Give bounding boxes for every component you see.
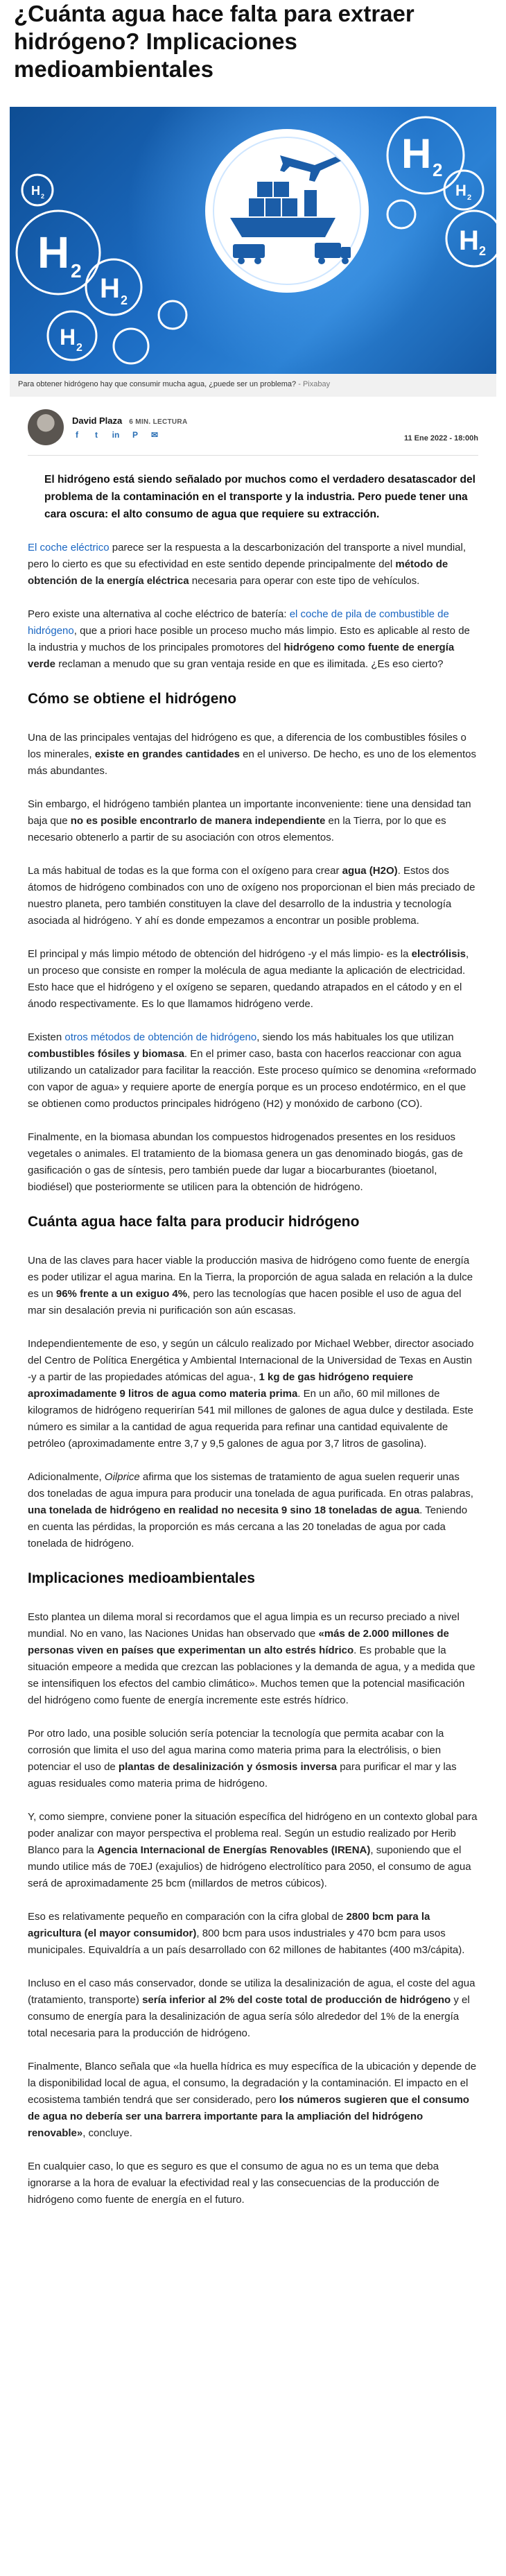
pinterest-icon[interactable]: P (132, 429, 138, 440)
paragraph: Por otro lado, una posible solución sería potenciar la tecnología que permita acabar con la corrosión que limita el uso del agua marina como materia prima para la electrólisis, o bien potenciar el uso de plantas de desalinización y ósmosis inversa para purificar el mar y las aguas residuales como materia prima de hidrógeno. (28, 1728, 457, 1789)
svg-text:2: 2 (479, 244, 487, 258)
svg-text:2: 2 (121, 293, 128, 307)
author-byline (28, 409, 478, 445)
svg-text:H: H (455, 182, 466, 199)
paragraph: Finalmente, en la biomasa abundan los compuestos hidrogenados presentes en los residuos vegetales o animales. El tratamiento de la biomasa genera un gas denominado biogás, gas de gasificación o gas de síntesis, pero también puede dar lugar a biocarburantes (bioetanol, biodiésel) que posteriormente se utilicen para la obtención de hidrógeno. (28, 1131, 463, 1193)
paragraph: Una de las claves para hacer viable la producción masiva de hidrógeno como fuente de energía es poder utilizar el agua marina. En la Tierra, la proporción de agua salada en relación a la dulce es un 96% frente a un exiguo 4%, pero las tecnologías que hacen posible el uso de agua del mar sin desalación previa ni purificación son aún escasas. (28, 1255, 473, 1316)
twitter-icon[interactable]: t (95, 429, 98, 440)
paragraph: Adicionalmente, Oilprice afirma que los sistemas de tratamiento de agua suelen requerir unas dos toneladas de agua impura para producir una tonelada de agua purificada. En otras palabras, una tonelada de hidrógeno en realidad no necesita 9 sino 18 toneladas de agua. Teniendo en cuenta las pérdidas, la proporción es más cercana a las 20 toneladas de agua por cada tonelada de hidrógeno. (28, 1471, 473, 1549)
svg-text:H: H (401, 130, 432, 177)
paragraph: Y, como siempre, conviene poner la situación específica del hidrógeno en un contexto global para poder analizar con mayor perspectiva el problema real. Según un estudio realizado por Herib Blanco para la Agencia Internacional de Energías Renovables (IRENA), suponiendo que el mundo utilice más de 70EJ (exajulios) de hidrógeno electrolítico para 2050, el consumo de agua será de aproximadamente 25 bcm (millardos de metros cúbicos). (28, 1811, 478, 1889)
paragraph: Pero existe una alternativa al coche eléctrico de batería: el coche de pila de combustible de hidrógeno, que a priori hace posible un proceso mucho más limpio. Esto es aplicable al resto de la industria y muchos de los principales promotores del hidrógeno como fuente de energía verde reclaman a menudo que su gran ventaja reside en que es ilimitada. ¿Es eso cierto? (28, 608, 470, 670)
link-otros-metodos[interactable]: otros métodos de obtención de hidrógeno (64, 1031, 257, 1043)
paragraph: Sin embargo, el hidrógeno también plantea un importante inconveniente: tiene una densidad tan baja que no es posible encontrarlo de manera independiente en la Tierra, por lo que es necesario obtenerlo a partir de su asociación con otros elementos. (28, 798, 471, 843)
paragraph: El coche eléctrico parece ser la respuesta a la descarbonización del transporte a nivel mundial, pero lo cierto es que su efectividad en este sentido depende principalmente del método de obtención de la energía eléctrica necesaria para operar con este tipo de vehículos. (28, 542, 466, 587)
divider (28, 455, 478, 456)
article-headline: ¿Cuánta agua hace falta para extraer hidrógeno? Implicaciones medioambientales (14, 1, 415, 82)
paragraph: Esto plantea un dilema moral si recordamos que el agua limpia es un recurso preciado a nivel mundial. No en vano, las Naciones Unidas han observado que «más de 2.000 millones de personas viven en países que experimentan un alto estrés hídrico. Es probable que la situación empeore a medida que crezcan las poblaciones y la demanda de agua, y a medida que se intensifiquen los efectos del cambio climático». Muchos temen que la potencial masificación del hidrógeno como fuente de energía incremente este estrés hídrico. (28, 1611, 476, 1706)
svg-text:H: H (459, 225, 479, 256)
svg-text:2: 2 (41, 193, 45, 200)
svg-text:H: H (60, 325, 76, 350)
image-caption (10, 374, 496, 397)
email-icon[interactable]: ✉ (150, 429, 159, 440)
section-heading: Implicaciones medioambientales (28, 1570, 255, 1586)
svg-text:2: 2 (467, 194, 472, 202)
linkedin-icon[interactable]: in (112, 429, 120, 440)
paragraph: En cualquier caso, lo que es seguro es que el consumo de agua no es un tema que deba ignorarse a la hora de evaluar la efectividad real y las consecuencias de la producción de hidrógeno como fuente de energía en el futuro. (28, 2161, 439, 2206)
svg-text:2: 2 (433, 160, 443, 180)
paragraph: La más habitual de todas es la que forma con el oxígeno para crear agua (H2O). Estos dos átomos de hidrógeno combinados con uno de oxígeno nos proporcionan el bien más preciado de nuestro planeta, pero también constituyen la clave del desarrollo de la industria y tecnología asociada al hidrógeno. Y ahí es donde empezamos a encontrar un posible problema. (28, 865, 476, 927)
svg-text:2: 2 (71, 260, 82, 282)
author-name[interactable]: David Plaza (72, 415, 123, 426)
hero-image (10, 107, 496, 374)
author-line (72, 415, 404, 426)
section-heading: Cuánta agua hace falta para producir hidrógeno (28, 1214, 360, 1230)
caption-text: Para obtener hidrógeno hay que consumir mucha agua, ¿puede ser un problema? (18, 380, 297, 388)
svg-text:H: H (100, 273, 120, 304)
paragraph: El principal y más limpio método de obtención del hidrógeno -y el más limpio- es la electrólisis, un proceso que consiste en romper la molécula de agua mediante la aplicación de electricidad. Esto hace que el hidrógeno y el oxígeno se separen, quedando atrapados en el cátodo y en el ánodo respectivamente. Es lo que llamamos hidrógeno verde. (28, 948, 469, 1010)
link-coche-pila-combustible[interactable]: el coche de pila de combustible de hidrógeno (28, 608, 449, 637)
publish-date: 11 Ene 2022 - 18:00h (403, 434, 478, 443)
paragraph: Finalmente, Blanco señala que «la huella hídrica es muy específica de la ubicación y depende de la disponibilidad local de agua, el consumo, la degradación y la contaminación. El impacto en el ecosistema también tendrá que ser considerado, pero los números sugieren que el consumo de agua no debería ser una barrera importante para la ampliación del hidrógeno renovable», concluye. (28, 2061, 477, 2139)
caption-credit: - Pixabay (298, 380, 331, 388)
article-lead: El hidrógeno está siendo señalado por muchos como el verdadero desatascador del problema de la contaminación en el transporte y la industria. Pero puede tener una cara oscura: el alto consumo de agua que requiere su extracción. (44, 474, 476, 520)
transport-circle (205, 129, 369, 293)
avatar[interactable] (28, 409, 64, 445)
svg-text:H: H (31, 184, 40, 198)
facebook-icon[interactable]: f (76, 429, 78, 440)
paragraph: Existen otros métodos de obtención de hidrógeno, siendo los más habituales los que utilizan combustibles fósiles y biomasa. En el primer caso, basta con hacerlos reaccionar con agua utilizando un catalizador para facilitar la reacción. Este proceso químico se denomina «reformado con vapor de agua» y requiere aporte de energía porque es un proceso endotérmico, en el que se obtienen como productos principales hidrógeno (H2) y monóxido de carbono (CO). (28, 1031, 477, 1110)
section-heading: Cómo se obtiene el hidrógeno (28, 691, 237, 707)
author-block (72, 415, 404, 440)
article-body (0, 540, 506, 2208)
paragraph: Eso es relativamente pequeño en comparación con la cifra global de 2800 bcm para la agricultura (el mayor consumidor), 800 bcm para usos industriales y 470 bcm para usos municipales. Equivaldría a un país desarrollado con 62 millones de habitantes (400 m3/cápita). (28, 1911, 465, 1956)
paragraph: Una de las principales ventajas del hidrógeno es que, a diferencia de los combustibles fósiles o los minerales, existe en grandes cantidades en el universo. De hecho, es uno de los elementos más abundantes. (28, 732, 477, 777)
read-time: 6 MIN. LECTURA (129, 418, 188, 426)
paragraph: Independientemente de eso, y según un cálculo realizado por Michael Webber, director asociado del Centro de Política Energética y Ambiental Internacional de la Universidad de Texas en Austin -y a partir de las propiedades atómicas del agua-, 1 kg de gas hidrógeno requiere aproximadamente 9 litros de agua como materia prima. En un año, 60 mil millones de kilogramos de hidrógeno requerirían 541 mil millones de galones de agua dulce y destilada. Este número es similar a la cantidad de agua requerida para refinar una cantidad equivalente de petróleo (aproximadamente entre 3,7 y 9,5 galones de agua por 3,7 litros de gasolina). (28, 1338, 474, 1450)
svg-text:2: 2 (76, 342, 82, 354)
social-share-bar (72, 430, 404, 440)
hydrogen-illustration (10, 107, 496, 374)
link-coche-electrico[interactable]: El coche eléctrico (28, 542, 110, 553)
svg-text:H: H (37, 227, 70, 277)
paragraph: Incluso en el caso más conservador, donde se utiliza la desalinización de agua, el coste del agua (tratamiento, transporte) sería inferior al 2% del coste total de producción de hidrógeno y el consumo de energía para la desalinización de agua sería sólo alrededor del 1% de la energía total necesaria para la producción de hidrógeno. (28, 1977, 476, 2039)
